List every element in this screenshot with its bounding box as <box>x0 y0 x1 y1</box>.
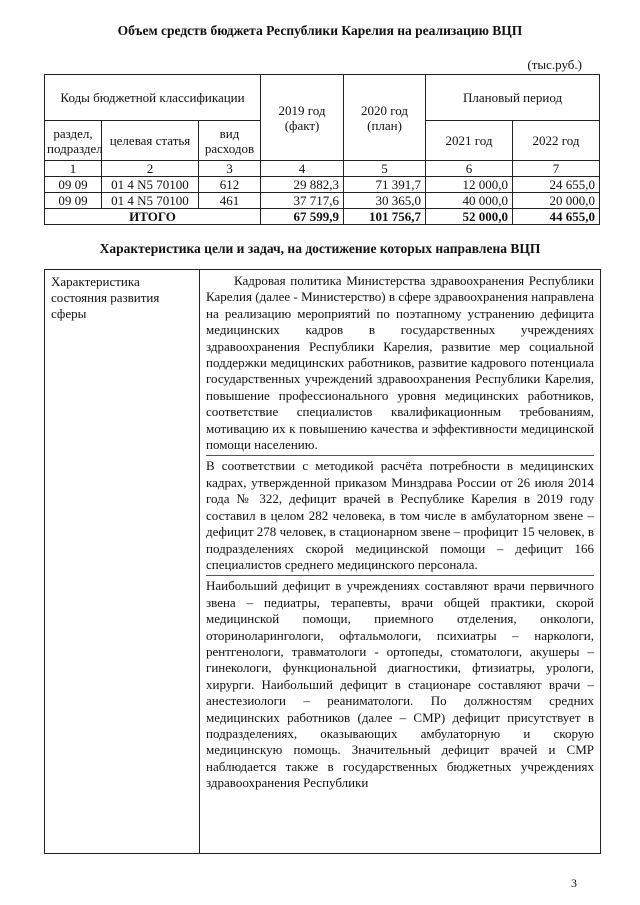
cell-2019: 29 882,3 <box>261 177 344 193</box>
cell-section: 09 09 <box>45 193 102 209</box>
header-2021: 2021 год <box>426 121 513 161</box>
cell-target: 01 4 N5 70100 <box>102 193 199 209</box>
header-section: раздел, подраздел <box>45 121 102 161</box>
total-row <box>45 209 600 225</box>
total-2022: 44 655,0 <box>513 209 600 225</box>
col-number: 2 <box>102 161 199 177</box>
goals-paragraph: Наибольший дефицит в учреждениях составляют врачи первичного звена – педиатры, терапевты, врачи общей практики, скорой медицинской помощи, приемного отделения, онкологи, оториноларингологи, офтальмологи, психиатры – наркологи, рентгенологи, травматологи - ортопеды, стоматологи, акушеры – гинекологи, функциональной диагностики, фтизиатры, урологи, хирурги. Наибольший дефицит в стационаре составляют врачи – анестезиологи – реаниматологи. По должностям средних медицинских работников (далее – СМР) дефицит присутствует в подразделениях, оказывающих амбулаторную и скорую медицинскую помощь. Значительный дефицит врачей и СМР наблюдается также в государственных бюджетных учреждениях здравоохранения Республики <box>206 575 594 791</box>
cell-2022: 24 655,0 <box>513 177 600 193</box>
total-2019: 67 599,9 <box>261 209 344 225</box>
col-number: 6 <box>426 161 513 177</box>
cell-kind: 461 <box>199 193 261 209</box>
cell-2020: 30 365,0 <box>344 193 426 209</box>
cell-kind: 612 <box>199 177 261 193</box>
page-number: 3 <box>571 876 577 890</box>
units-label: (тыс.руб.) <box>527 57 582 72</box>
cell-section: 09 09 <box>45 177 102 193</box>
header-2022: 2022 год <box>513 121 600 161</box>
total-2020: 101 756,7 <box>344 209 426 225</box>
cell-2020: 71 391,7 <box>344 177 426 193</box>
header-plan-period: Плановый период <box>426 75 600 121</box>
total-label: ИТОГО <box>45 209 261 225</box>
goals-text-cell <box>200 270 601 854</box>
table-row <box>45 177 600 193</box>
budget-table-title: Объем средств бюджета Республики Карелия на реализацию ВЦП <box>117 23 523 38</box>
cell-2022: 20 000,0 <box>513 193 600 209</box>
goals-section-title: Характеристика цели и задач, на достижение которых направлена ВЦП <box>99 241 541 256</box>
goals-paragraph: Кадровая политика Министерства здравоохранения Республики Карелия (далее - Министерство) в сфере здравоохранения направлена на реализацию мероприятий по поэтапному устранению дефицита медицинских кадров в государственных учреждениях здравоохранения Республики Карелия, развитие мер социальной поддержки медицинских работников, развитие кадрового потенциала государственных учреждений здравоохранения Республики Карелия, повышение профессионального уровня медицинских работников, соответствие специалистов квалификационным требованиям, мотивацию их к повышению качества и эффективности медицинской помощи населению. <box>206 273 594 453</box>
header-2020: 2020 год (план) <box>344 75 426 161</box>
col-number: 4 <box>261 161 344 177</box>
cell-2021: 40 000,0 <box>426 193 513 209</box>
goals-table <box>44 269 601 854</box>
cell-2021: 12 000,0 <box>426 177 513 193</box>
col-number: 7 <box>513 161 600 177</box>
goals-paragraph: В соответствии с методикой расчёта потребности в медицинских кадрах, утвержденной приказом Минздрава России от 26 июля 2014 года № 322, дефицит врачей в Республике Карелия в 2019 году составил в целом 282 человека, в том числе в амбулаторном звене – дефицит 278 человек, в стационарном звене – профицит 15 человек, в подразделениях скорой медицинской помощи – дефицит 166 специалистов среднего медицинского персонала. <box>206 455 594 573</box>
col-number: 5 <box>344 161 426 177</box>
header-kind: вид расходов <box>199 121 261 161</box>
table-row <box>45 193 600 209</box>
header-2019: 2019 год (факт) <box>261 75 344 161</box>
budget-table <box>44 74 600 225</box>
cell-2019: 37 717,6 <box>261 193 344 209</box>
col-number: 1 <box>45 161 102 177</box>
col-number: 3 <box>199 161 261 177</box>
header-codes: Коды бюджетной классификации <box>45 75 261 121</box>
header-target: целевая статья <box>102 121 199 161</box>
total-2021: 52 000,0 <box>426 209 513 225</box>
goals-left-label: Характеристика состояния развития сферы <box>45 270 200 854</box>
cell-target: 01 4 N5 70100 <box>102 177 199 193</box>
